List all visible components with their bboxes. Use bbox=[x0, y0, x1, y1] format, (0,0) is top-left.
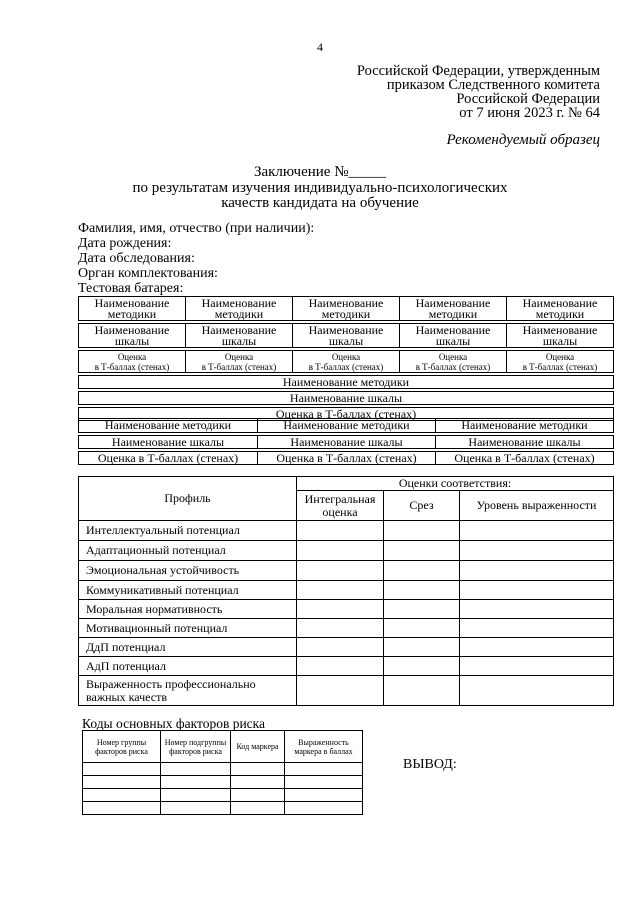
method-cell: Наименование методики bbox=[400, 297, 507, 321]
conclusion-label: ВЫВОД: bbox=[403, 757, 457, 772]
cut-header: Срез bbox=[384, 491, 460, 521]
scale-cell: Наименование шкалы bbox=[436, 436, 614, 449]
profile-table bbox=[78, 476, 614, 706]
score-cell: Оценка в Т-баллах (стенах) bbox=[186, 351, 293, 373]
score-cell: Оценка в Т-баллах (стенах) bbox=[400, 351, 507, 373]
field-full-name: Фамилия, имя, отчество (при наличии): bbox=[78, 221, 315, 236]
title-line-3: качеств кандидата на обучение bbox=[221, 195, 419, 211]
score-cell: Оценка в Т-баллах (стенах) bbox=[258, 452, 436, 465]
method-cell: Наименование методики bbox=[436, 419, 614, 433]
scale-full-row: Наименование шкалы bbox=[79, 392, 614, 405]
score-cell: Оценка в Т-баллах (стенах) bbox=[79, 351, 186, 373]
profile-row-label: Коммуникативный потенциал bbox=[79, 581, 297, 600]
header-line-2: приказом Следственного комитета bbox=[386, 77, 600, 93]
scale-cell: Наименование шкалы bbox=[186, 324, 293, 348]
field-test-battery: Тестовая батарея: bbox=[78, 281, 184, 296]
method-full-row: Наименование методики bbox=[79, 376, 614, 389]
test-battery-table-3col bbox=[78, 418, 614, 465]
title-line-1: Заключение №_____ bbox=[253, 164, 387, 180]
integral-header: Интегральная оценка bbox=[297, 491, 384, 521]
profile-row-label: Эмоциональная устойчивость bbox=[79, 561, 297, 581]
field-birth-date: Дата рождения: bbox=[78, 236, 172, 251]
candidate-fields bbox=[78, 221, 314, 296]
score-full-row: Оценка в Т-баллах (стенах) bbox=[79, 408, 614, 421]
method-cell: Наименование методики bbox=[79, 419, 258, 433]
risk-factors-title: Коды основных факторов риска bbox=[82, 716, 266, 731]
field-exam-date: Дата обследования: bbox=[78, 251, 195, 266]
profile-header: Профиль bbox=[79, 477, 297, 521]
score-cell: Оценка в Т-баллах (стенах) bbox=[79, 452, 258, 465]
scale-cell: Наименование шкалы bbox=[400, 324, 507, 348]
approval-header bbox=[357, 64, 600, 120]
scale-cell: Наименование шкалы bbox=[79, 436, 258, 449]
marker-score-header: Выраженность маркера в баллах bbox=[285, 731, 363, 763]
profile-row-label: Адаптационный потенциал bbox=[79, 541, 297, 561]
score-cell: Оценка в Т-баллах (стенах) bbox=[436, 452, 614, 465]
risk-factors-table bbox=[82, 730, 363, 815]
header-line-1: Российской Федерации, утвержденным bbox=[356, 63, 600, 79]
risk-group-header: Номер группы факторов риска bbox=[83, 731, 161, 763]
score-cell: Оценка в Т-баллах (стенах) bbox=[293, 351, 400, 373]
profile-row-label: АдП потенциал bbox=[79, 657, 297, 676]
score-cell: Оценка в Т-баллах (стенах) bbox=[507, 351, 614, 373]
scale-cell: Наименование шкалы bbox=[507, 324, 614, 348]
profile-row-label: Интеллектуальный потенциал bbox=[79, 521, 297, 541]
method-cell: Наименование методики bbox=[258, 419, 436, 433]
test-battery-table bbox=[78, 296, 614, 421]
method-cell: Наименование методики bbox=[186, 297, 293, 321]
profile-row-label: Моральная нормативность bbox=[79, 600, 297, 619]
risk-subgroup-header: Номер подгруппы факторов риска bbox=[161, 731, 231, 763]
profile-row-label: Выраженность профессионально важных качеств bbox=[79, 676, 297, 706]
header-line-3: Российской Федерации bbox=[456, 91, 600, 107]
document-title bbox=[0, 165, 640, 212]
field-recruiting-body: Орган комплектования: bbox=[78, 266, 218, 281]
method-cell: Наименование методики bbox=[507, 297, 614, 321]
profile-row-label: Мотивационный потенциал bbox=[79, 619, 297, 638]
header-line-4: от 7 июня 2023 г. № 64 bbox=[459, 105, 600, 121]
scale-cell: Наименование шкалы bbox=[79, 324, 186, 348]
scale-cell: Наименование шкалы bbox=[258, 436, 436, 449]
level-header: Уровень выраженности bbox=[460, 491, 614, 521]
recommended-sample-label: Рекомендуемый образец bbox=[446, 132, 600, 148]
profile-row-label: ДдП потенциал bbox=[79, 638, 297, 657]
scale-cell: Наименование шкалы bbox=[293, 324, 400, 348]
title-line-2: по результатам изучения индивидуально-психологических bbox=[132, 179, 508, 196]
method-cell: Наименование методики bbox=[79, 297, 186, 321]
assessment-header: Оценки соответствия: bbox=[297, 477, 614, 491]
marker-code-header: Код маркера bbox=[231, 731, 285, 763]
page-number: 4 bbox=[317, 40, 323, 54]
method-cell: Наименование методики bbox=[293, 297, 400, 321]
